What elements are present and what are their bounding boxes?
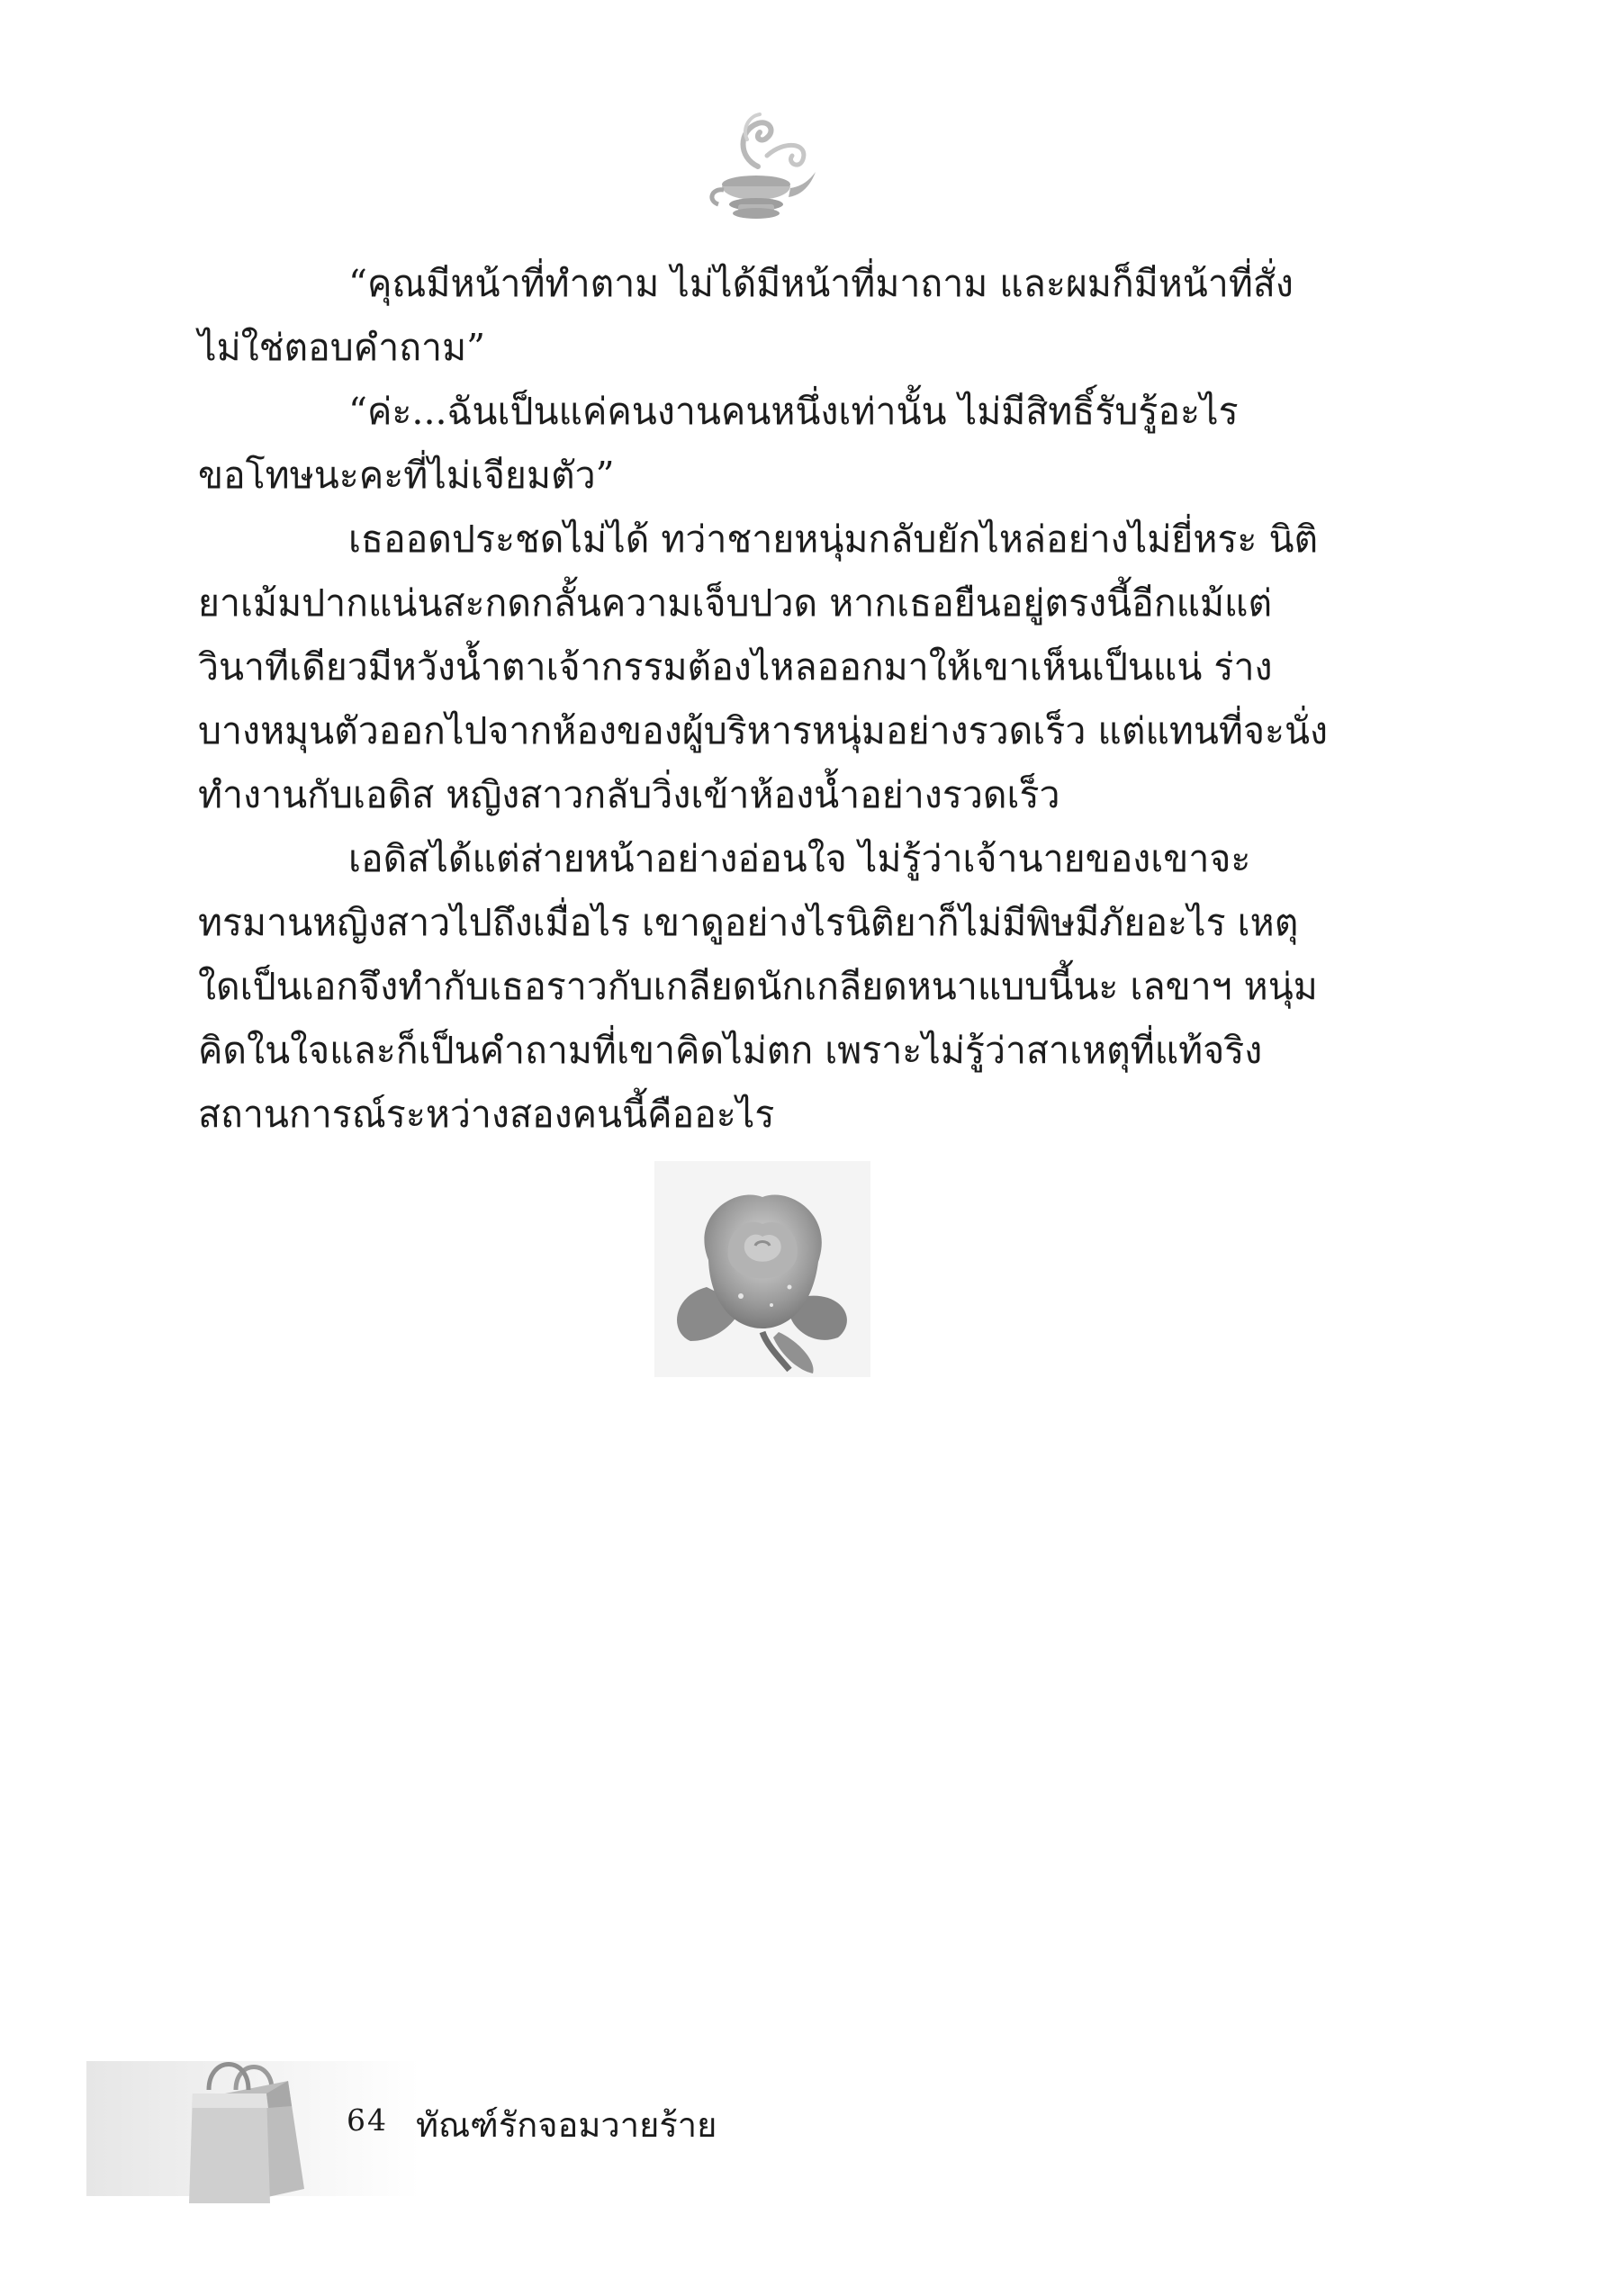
paragraph-2: “ค่ะ...ฉันเป็นแค่คนงานคนหนึ่งเท่านั้น ไม่มีสิทธิ์รับรู้อะไร ขอโทษนะคะที่ไม่เจียมตัว”	[198, 390, 1239, 497]
paragraph-4: เอดิสได้แต่ส่ายหน้าอย่างอ่อนใจ ไม่รู้ว่าเจ้านายของเขาจะทรมานหญิงสาวไปถึงเมื่อไร เขาดูอย่างไรนิติยาก็ไม่มีพิษมีภัยอะไร เหตุใดเป็นเอกจึงทำกับเธอราวกับเกลียดนักเกลียดหนาแบบนี้นะ เลขาฯ หนุ่มคิดในใจและก็เป็นคำถามที่เขาคิดไม่ตก เพราะไม่รู้ว่าสาเหตุที่แท้จริง สถานการณ์ระหว่างสองคนนี้คืออะไร	[198, 837, 1318, 1136]
rose-icon	[654, 1161, 870, 1377]
shopping-bag-icon	[180, 2054, 324, 2207]
paragraph-1: “คุณมีหน้าที่ทำตาม ไม่ได้มีหน้าที่มาถาม และผมก็มีหน้าที่สั่ง ไม่ใช่ตอบคำถาม”	[198, 262, 1294, 369]
book-title: ทัณฑ์รักจอมวายร้าย	[416, 2105, 717, 2145]
page-number: 64	[347, 2102, 388, 2138]
story-text	[198, 252, 1332, 1147]
genie-lamp-icon	[702, 104, 819, 230]
paragraph-3: เธออดประชดไม่ได้ ทว่าชายหนุ่มกลับยักไหล่อย่างไม่ยี่หระ นิติยาเม้มปากแน่นสะกดกลั้นความเจ็บปวด หากเธอยืนอยู่ตรงนี้อีกแม้แต่วินาทีเดียวมีหวังน้ำตาเจ้ากรรมต้องไหลออกมาให้เขาเห็นเป็นแน่ ร่างบางหมุนตัวออกไปจากห้องของผู้บริหารหนุ่มอย่างรวดเร็ว แต่แทนที่จะนั่งทำงานกับเอดิส หญิงสาวกลับวิ่งเข้าห้องน้ำอย่างรวดเร็ว	[198, 518, 1329, 816]
